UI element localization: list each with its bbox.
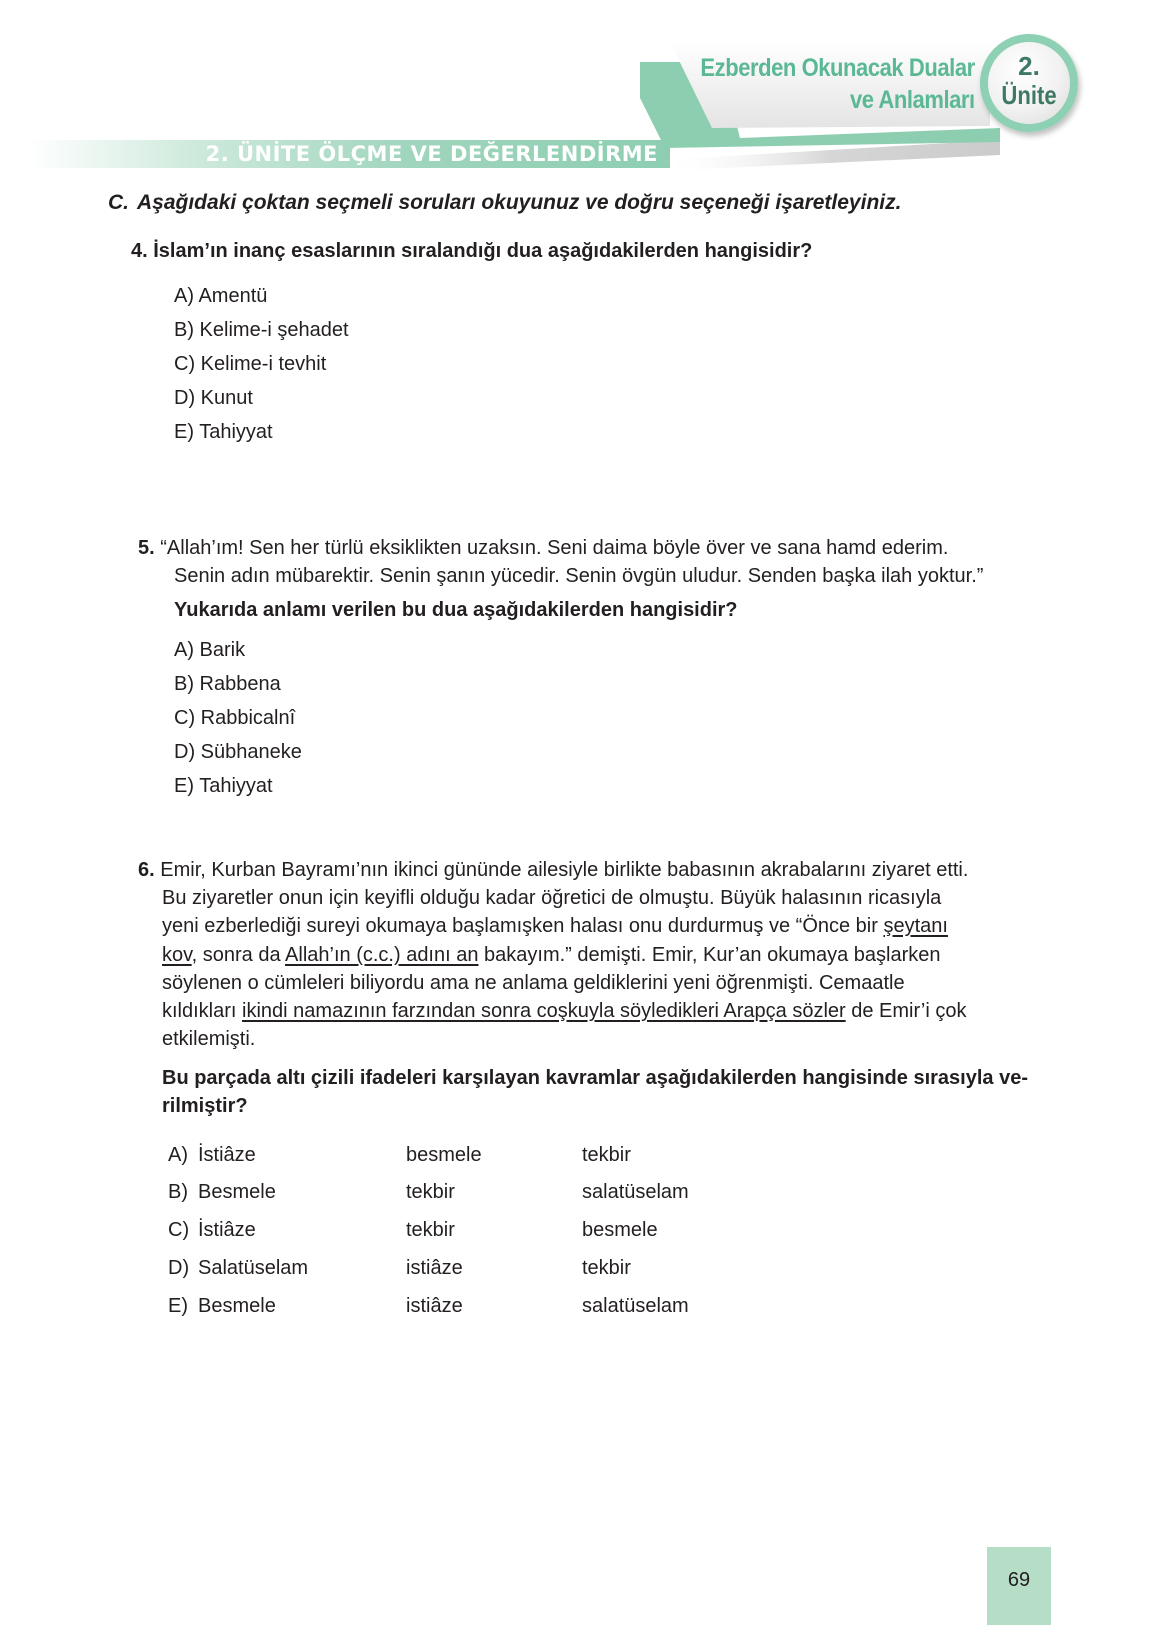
unit-banner bbox=[640, 30, 1100, 170]
option-col2: tekbir bbox=[406, 1219, 455, 1241]
option-letter: A) bbox=[168, 1144, 188, 1166]
unit-title-line1: Ezberden Okunacak Dualar bbox=[700, 54, 975, 82]
underlined-phrase-1: şeytanı bbox=[883, 915, 948, 937]
option-a[interactable]: A) Barik bbox=[174, 639, 246, 661]
unit-badge-number: 2. bbox=[1018, 51, 1040, 81]
question-number: 6. bbox=[138, 859, 155, 881]
option-b[interactable]: B) Rabbena bbox=[174, 673, 281, 695]
question-6-para-line4 bbox=[162, 944, 941, 967]
unit-number-badge bbox=[980, 34, 1078, 132]
option-col2: istiâze bbox=[406, 1295, 463, 1317]
paragraph-text: yeni ezberlediği sureyi okumaya başlamışken halası onu durdurmuş ve “Önce bir bbox=[162, 915, 884, 937]
question-6-para-line2: Bu ziyaretler onun için keyifli olduğu kadar öğretici de olmuştu. Büyük halasının ricasıyla bbox=[162, 887, 942, 909]
option-b[interactable]: B) Kelime-i şehadet bbox=[174, 319, 349, 341]
question-6-stem-line1: Bu parçada altı çizili ifadeleri karşılayan kavramlar aşağıdakilerden hangisinde sırasıyla ve- bbox=[162, 1067, 1028, 1089]
question-6-para-line3 bbox=[162, 915, 948, 938]
option-e[interactable]: E) Tahiyyat bbox=[174, 775, 273, 797]
option-col3: tekbir bbox=[582, 1144, 631, 1166]
paragraph-text: Emir, Kurban Bayramı’nın ikinci gününde ailesiyle birlikte babasının akrabalarını ziyaret etti. bbox=[160, 859, 969, 881]
option-a[interactable]: A) Amentü bbox=[174, 285, 268, 307]
question-6-para-line5: söylenen o cümleleri biliyordu ama ne anlama geldiklerini yeni öğrenmişti. Cemaatle bbox=[162, 972, 905, 994]
question-5-quote-line1 bbox=[138, 537, 948, 560]
question-5-quote-line2: Senin adın mübarektir. Senin şanın yücedir. Senin övgün uludur. Senden başka ilah yoktur.” bbox=[174, 565, 984, 587]
option-d[interactable]: D) Sübhaneke bbox=[174, 741, 302, 763]
question-number: 4. bbox=[131, 240, 148, 262]
option-col3: tekbir bbox=[582, 1257, 631, 1279]
section-header-band bbox=[30, 140, 670, 168]
paragraph-text: kıldıkları bbox=[162, 1000, 243, 1022]
option-col1: Besmele bbox=[198, 1181, 276, 1203]
option-col1: Besmele bbox=[198, 1295, 276, 1317]
option-col1: İstiâze bbox=[198, 1144, 256, 1166]
option-letter: C) bbox=[168, 1219, 190, 1241]
option-col2: tekbir bbox=[406, 1181, 455, 1203]
option-b[interactable] bbox=[168, 1181, 768, 1207]
option-c[interactable] bbox=[168, 1219, 768, 1245]
section-letter: C. bbox=[108, 191, 129, 214]
question-6-para-line6 bbox=[162, 1000, 966, 1023]
option-col2: istiâze bbox=[406, 1257, 463, 1279]
option-d[interactable]: D) Kunut bbox=[174, 387, 253, 409]
question-number: 5. bbox=[138, 537, 155, 559]
underlined-phrase-2: Allah’ın (c.c.) adını an bbox=[285, 944, 479, 966]
page-number-box bbox=[987, 1547, 1051, 1625]
option-c[interactable]: C) Rabbicalnî bbox=[174, 707, 296, 729]
question-text: İslam’ın inanç esaslarının sıralandığı dua aşağıdakilerden hangisidir? bbox=[153, 240, 813, 262]
option-col3: besmele bbox=[582, 1219, 658, 1241]
option-col1: İstiâze bbox=[198, 1219, 256, 1241]
unit-badge-word: Ünite bbox=[1001, 80, 1057, 110]
option-col2: besmele bbox=[406, 1144, 482, 1166]
underlined-phrase-3: ikindi namazının farzından sonra coşkuyla söyledikleri Arapça sözler bbox=[242, 1000, 846, 1022]
option-e[interactable]: E) Tahiyyat bbox=[174, 421, 273, 443]
paragraph-text: bakayım.” demişti. Emir, Kur’an okumaya başlarken bbox=[478, 944, 941, 966]
underlined-phrase-1-cont: kov bbox=[162, 944, 192, 966]
page-number: 69 bbox=[1007, 1569, 1031, 1591]
unit-title-line2: ve Anlamları bbox=[850, 86, 975, 114]
option-a[interactable] bbox=[168, 1144, 768, 1170]
instruction-text: Aşağıdaki çoktan seçmeli soruları okuyunuz ve doğru seçeneği işaretleyiniz. bbox=[137, 191, 902, 214]
option-letter: E) bbox=[168, 1295, 188, 1317]
question-5-stem: Yukarıda anlamı verilen bu dua aşağıdakilerden hangisidir? bbox=[174, 599, 738, 621]
option-letter: B) bbox=[168, 1181, 188, 1203]
option-d[interactable] bbox=[168, 1257, 768, 1283]
option-col1: Salatüselam bbox=[198, 1257, 309, 1279]
question-6-para-line1 bbox=[138, 859, 968, 882]
question-4-stem bbox=[131, 240, 812, 263]
section-instruction bbox=[108, 191, 901, 215]
section-header-label: 2. ÜNİTE ÖLÇME VE DEĞERLENDİRME bbox=[205, 142, 658, 166]
question-6-stem-line2: rilmiştir? bbox=[162, 1095, 248, 1117]
paragraph-text: , sonra da bbox=[191, 944, 286, 966]
option-col3: salatüselam bbox=[582, 1181, 689, 1203]
quote-text: “Allah’ım! Sen her türlü eksiklikten uzaksın. Seni daima böyle över ve sana hamd ederim. bbox=[160, 537, 949, 559]
option-letter: D) bbox=[168, 1257, 190, 1279]
option-col3: salatüselam bbox=[582, 1295, 689, 1317]
unit-title bbox=[701, 52, 975, 116]
option-e[interactable] bbox=[168, 1295, 768, 1321]
question-6-para-line7: etkilemişti. bbox=[162, 1028, 256, 1050]
paragraph-text: de Emir’i çok bbox=[845, 1000, 967, 1022]
option-c[interactable]: C) Kelime-i tevhit bbox=[174, 353, 327, 375]
